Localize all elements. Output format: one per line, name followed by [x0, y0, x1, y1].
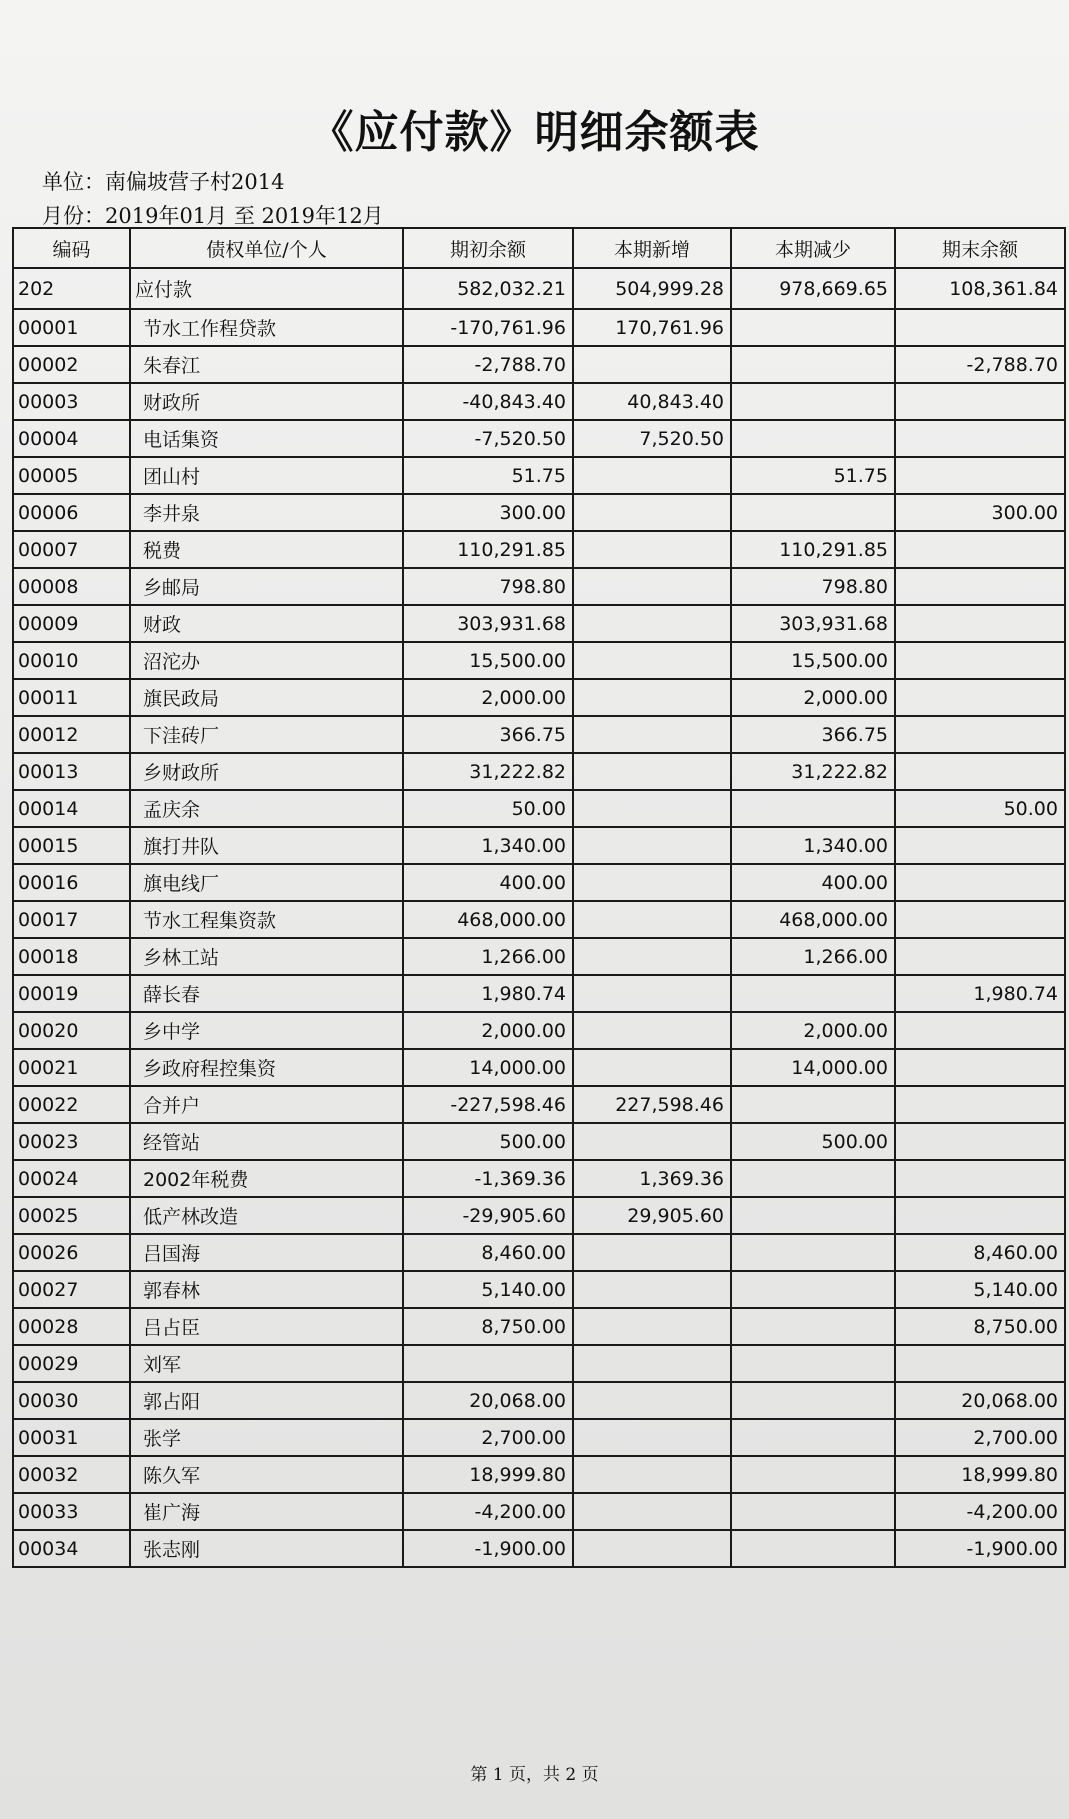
row-opening: 8,750.00: [403, 1308, 573, 1345]
row-closing: [895, 1160, 1065, 1197]
row-reduced: [731, 1160, 895, 1197]
row-reduced: 31,222.82: [731, 753, 895, 790]
table-row: [13, 938, 1065, 975]
row-closing: [895, 420, 1065, 457]
row-reduced: 366.75: [731, 716, 895, 753]
row-reduced: 1,266.00: [731, 938, 895, 975]
row-opening: 5,140.00: [403, 1271, 573, 1308]
row-reduced: 14,000.00: [731, 1049, 895, 1086]
row-reduced: 15,500.00: [731, 642, 895, 679]
row-reduced: [731, 1419, 895, 1456]
row-reduced: [731, 383, 895, 420]
row-reduced: 303,931.68: [731, 605, 895, 642]
row-opening: 110,291.85: [403, 531, 573, 568]
row-closing: [895, 753, 1065, 790]
row-creditor: 乡财政所: [130, 753, 403, 790]
row-creditor: 下洼砖厂: [130, 716, 403, 753]
row-closing: -1,900.00: [895, 1530, 1065, 1567]
row-opening: 798.80: [403, 568, 573, 605]
row-creditor: 团山村: [130, 457, 403, 494]
row-added: [573, 1493, 731, 1530]
row-code: 00008: [13, 568, 130, 605]
table-row: [13, 1086, 1065, 1123]
row-opening: 468,000.00: [403, 901, 573, 938]
table-row: [13, 568, 1065, 605]
row-creditor: 刘军: [130, 1345, 403, 1382]
row-opening: -7,520.50: [403, 420, 573, 457]
row-code: 00011: [13, 679, 130, 716]
row-added: [573, 864, 731, 901]
row-closing: 20,068.00: [895, 1382, 1065, 1419]
table-row: [13, 1308, 1065, 1345]
row-creditor: 陈久军: [130, 1456, 403, 1493]
row-closing: [895, 568, 1065, 605]
row-added: [573, 827, 731, 864]
row-code: 00030: [13, 1382, 130, 1419]
row-creditor: 经管站: [130, 1123, 403, 1160]
unit-line: 单位：南偏坡营子村2014: [42, 170, 285, 194]
table-row: [13, 494, 1065, 531]
row-code: 00029: [13, 1345, 130, 1382]
row-reduced: [731, 975, 895, 1012]
row-opening: 400.00: [403, 864, 573, 901]
header-creditor: 债权单位/个人: [130, 228, 403, 268]
row-opening: -29,905.60: [403, 1197, 573, 1234]
row-closing: [895, 605, 1065, 642]
row-reduced: 400.00: [731, 864, 895, 901]
row-creditor: 旗打井队: [130, 827, 403, 864]
balance-table: [12, 227, 1066, 1568]
row-code: 00025: [13, 1197, 130, 1234]
row-creditor: 崔广海: [130, 1493, 403, 1530]
table-row: [13, 1345, 1065, 1382]
table-row: [13, 975, 1065, 1012]
row-creditor: 李井泉: [130, 494, 403, 531]
row-code: 00013: [13, 753, 130, 790]
header-code: 编码: [13, 228, 130, 268]
row-added: 227,598.46: [573, 1086, 731, 1123]
row-reduced: 2,000.00: [731, 1012, 895, 1049]
row-opening: 2,000.00: [403, 1012, 573, 1049]
table-row: [13, 1271, 1065, 1308]
row-opening: 1,980.74: [403, 975, 573, 1012]
row-creditor: 郭春林: [130, 1271, 403, 1308]
row-added: [573, 457, 731, 494]
row-creditor: 节水工程集资款: [130, 901, 403, 938]
table-row: [13, 1197, 1065, 1234]
row-code: 00021: [13, 1049, 130, 1086]
table-row: [13, 457, 1065, 494]
row-closing: [895, 901, 1065, 938]
row-added: [573, 716, 731, 753]
row-opening: -227,598.46: [403, 1086, 573, 1123]
header-closing-balance: 期末余额: [895, 228, 1065, 268]
total-closing: 108,361.84: [895, 268, 1065, 309]
row-opening: -40,843.40: [403, 383, 573, 420]
page-title: 《应付款》明细余额表: [309, 107, 760, 158]
row-opening: 18,999.80: [403, 1456, 573, 1493]
row-code: 00004: [13, 420, 130, 457]
row-closing: [895, 457, 1065, 494]
row-opening: 1,340.00: [403, 827, 573, 864]
row-added: 1,369.36: [573, 1160, 731, 1197]
row-creditor: 张学: [130, 1419, 403, 1456]
row-code: 00032: [13, 1456, 130, 1493]
row-code: 00017: [13, 901, 130, 938]
row-opening: 300.00: [403, 494, 573, 531]
row-code: 00033: [13, 1493, 130, 1530]
row-code: 00024: [13, 1160, 130, 1197]
row-creditor: 郭占阳: [130, 1382, 403, 1419]
row-closing: 2,700.00: [895, 1419, 1065, 1456]
row-opening: 15,500.00: [403, 642, 573, 679]
table-row: [13, 901, 1065, 938]
row-creditor: 孟庆余: [130, 790, 403, 827]
row-closing: 300.00: [895, 494, 1065, 531]
row-reduced: [731, 1197, 895, 1234]
row-opening: 20,068.00: [403, 1382, 573, 1419]
row-code: 00009: [13, 605, 130, 642]
table-row: [13, 383, 1065, 420]
row-closing: 8,750.00: [895, 1308, 1065, 1345]
row-closing: 18,999.80: [895, 1456, 1065, 1493]
row-reduced: [731, 1308, 895, 1345]
table-row: [13, 1012, 1065, 1049]
row-creditor: 乡邮局: [130, 568, 403, 605]
row-reduced: 468,000.00: [731, 901, 895, 938]
row-reduced: [731, 1234, 895, 1271]
row-added: [573, 346, 731, 383]
row-added: [573, 753, 731, 790]
row-opening: 1,266.00: [403, 938, 573, 975]
table-row: [13, 1123, 1065, 1160]
table-row: [13, 716, 1065, 753]
row-added: [573, 1382, 731, 1419]
row-added: [573, 1345, 731, 1382]
row-creditor: 乡林工站: [130, 938, 403, 975]
row-added: [573, 679, 731, 716]
row-opening: -170,761.96: [403, 309, 573, 346]
row-closing: [895, 1345, 1065, 1382]
row-added: [573, 568, 731, 605]
table-row: [13, 679, 1065, 716]
row-creditor: 合并户: [130, 1086, 403, 1123]
row-added: [573, 1012, 731, 1049]
row-creditor: 税费: [130, 531, 403, 568]
table-row: [13, 1382, 1065, 1419]
row-added: 40,843.40: [573, 383, 731, 420]
row-opening: -2,788.70: [403, 346, 573, 383]
row-opening: 8,460.00: [403, 1234, 573, 1271]
row-code: 00031: [13, 1419, 130, 1456]
total-code: 202: [13, 268, 130, 309]
row-code: 00015: [13, 827, 130, 864]
row-closing: [895, 864, 1065, 901]
row-opening: 303,931.68: [403, 605, 573, 642]
header-opening-balance: 期初余额: [403, 228, 573, 268]
row-reduced: 2,000.00: [731, 679, 895, 716]
table-row: [13, 309, 1065, 346]
row-code: 00018: [13, 938, 130, 975]
row-code: 00002: [13, 346, 130, 383]
row-reduced: [731, 1086, 895, 1123]
row-opening: -4,200.00: [403, 1493, 573, 1530]
row-added: [573, 531, 731, 568]
row-added: [573, 975, 731, 1012]
row-creditor: 乡中学: [130, 1012, 403, 1049]
row-reduced: [731, 790, 895, 827]
row-reduced: [731, 1493, 895, 1530]
row-added: [573, 1271, 731, 1308]
row-added: [573, 901, 731, 938]
row-opening: 31,222.82: [403, 753, 573, 790]
row-opening: 51.75: [403, 457, 573, 494]
row-closing: [895, 531, 1065, 568]
row-creditor: 薛长春: [130, 975, 403, 1012]
row-creditor: 旗民政局: [130, 679, 403, 716]
row-opening: 2,700.00: [403, 1419, 573, 1456]
row-code: 00006: [13, 494, 130, 531]
row-reduced: [731, 1456, 895, 1493]
row-code: 00020: [13, 1012, 130, 1049]
row-added: [573, 605, 731, 642]
row-added: [573, 938, 731, 975]
row-code: 00034: [13, 1530, 130, 1567]
table-row: [13, 1419, 1065, 1456]
table-row: [13, 1493, 1065, 1530]
table-row: [13, 1049, 1065, 1086]
row-opening: 500.00: [403, 1123, 573, 1160]
total-name: 应付款: [130, 268, 403, 309]
row-closing: [895, 642, 1065, 679]
table-row: [13, 753, 1065, 790]
row-opening: 2,000.00: [403, 679, 573, 716]
row-creditor: 电话集资: [130, 420, 403, 457]
row-closing: 50.00: [895, 790, 1065, 827]
row-added: [573, 1456, 731, 1493]
row-added: [573, 494, 731, 531]
table-row: [13, 605, 1065, 642]
row-reduced: [731, 1530, 895, 1567]
row-code: 00007: [13, 531, 130, 568]
row-reduced: [731, 1345, 895, 1382]
row-closing: [895, 309, 1065, 346]
row-reduced: 51.75: [731, 457, 895, 494]
row-closing: [895, 1197, 1065, 1234]
period-line: 月份：2019年01月 至 2019年12月: [42, 204, 384, 228]
row-closing: -4,200.00: [895, 1493, 1065, 1530]
row-closing: [895, 1049, 1065, 1086]
row-reduced: [731, 309, 895, 346]
table-row: [13, 864, 1065, 901]
table-row: [13, 420, 1065, 457]
row-reduced: [731, 420, 895, 457]
row-code: 00010: [13, 642, 130, 679]
row-creditor: 2002年税费: [130, 1160, 403, 1197]
row-added: [573, 1530, 731, 1567]
row-creditor: 乡政府程控集资: [130, 1049, 403, 1086]
row-opening: -1,900.00: [403, 1530, 573, 1567]
row-creditor: 朱春江: [130, 346, 403, 383]
row-added: [573, 1419, 731, 1456]
row-code: 00019: [13, 975, 130, 1012]
header-period-reduced: 本期减少: [731, 228, 895, 268]
row-opening: 14,000.00: [403, 1049, 573, 1086]
header-period-added: 本期新增: [573, 228, 731, 268]
table-row: [13, 1456, 1065, 1493]
row-added: 7,520.50: [573, 420, 731, 457]
row-opening: 50.00: [403, 790, 573, 827]
row-closing: [895, 383, 1065, 420]
row-code: 00016: [13, 864, 130, 901]
row-added: [573, 790, 731, 827]
row-added: 170,761.96: [573, 309, 731, 346]
table-row: [13, 1530, 1065, 1567]
row-opening: 366.75: [403, 716, 573, 753]
row-code: 00014: [13, 790, 130, 827]
row-code: 00027: [13, 1271, 130, 1308]
row-creditor: 旗电线厂: [130, 864, 403, 901]
row-closing: [895, 679, 1065, 716]
table-row: [13, 1160, 1065, 1197]
row-added: [573, 1123, 731, 1160]
total-row: [13, 268, 1065, 309]
row-closing: 1,980.74: [895, 975, 1065, 1012]
table-row: [13, 346, 1065, 383]
row-reduced: 500.00: [731, 1123, 895, 1160]
table-row: [13, 790, 1065, 827]
table-row: [13, 642, 1065, 679]
row-code: 00028: [13, 1308, 130, 1345]
row-reduced: 110,291.85: [731, 531, 895, 568]
row-code: 00023: [13, 1123, 130, 1160]
row-added: [573, 1049, 731, 1086]
table-row: [13, 1234, 1065, 1271]
row-closing: [895, 827, 1065, 864]
row-closing: [895, 1123, 1065, 1160]
row-added: [573, 1234, 731, 1271]
row-creditor: 吕国海: [130, 1234, 403, 1271]
row-closing: [895, 1012, 1065, 1049]
row-closing: 8,460.00: [895, 1234, 1065, 1271]
row-closing: [895, 938, 1065, 975]
row-closing: 5,140.00: [895, 1271, 1065, 1308]
row-reduced: [731, 494, 895, 531]
row-code: 00026: [13, 1234, 130, 1271]
row-reduced: [731, 1382, 895, 1419]
row-creditor: 节水工作程贷款: [130, 309, 403, 346]
row-reduced: [731, 346, 895, 383]
row-creditor: 财政所: [130, 383, 403, 420]
row-code: 00005: [13, 457, 130, 494]
row-reduced: 1,340.00: [731, 827, 895, 864]
total-opening: 582,032.21: [403, 268, 573, 309]
table-header-row: [13, 228, 1065, 268]
row-reduced: [731, 1271, 895, 1308]
row-closing: [895, 716, 1065, 753]
row-creditor: 低产林改造: [130, 1197, 403, 1234]
row-added: [573, 1308, 731, 1345]
total-reduced: 978,669.65: [731, 268, 895, 309]
row-code: 00001: [13, 309, 130, 346]
row-closing: -2,788.70: [895, 346, 1065, 383]
row-creditor: 张志刚: [130, 1530, 403, 1567]
row-added: [573, 642, 731, 679]
row-creditor: 沼沱办: [130, 642, 403, 679]
row-added: 29,905.60: [573, 1197, 731, 1234]
row-code: 00022: [13, 1086, 130, 1123]
total-added: 504,999.28: [573, 268, 731, 309]
row-creditor: 财政: [130, 605, 403, 642]
row-code: 00003: [13, 383, 130, 420]
table-row: [13, 827, 1065, 864]
row-opening: [403, 1345, 573, 1382]
row-creditor: 吕占臣: [130, 1308, 403, 1345]
table-row: [13, 531, 1065, 568]
row-closing: [895, 1086, 1065, 1123]
row-reduced: 798.80: [731, 568, 895, 605]
row-code: 00012: [13, 716, 130, 753]
row-opening: -1,369.36: [403, 1160, 573, 1197]
page-footer: 第 1 页，共 2 页: [470, 1765, 599, 1785]
